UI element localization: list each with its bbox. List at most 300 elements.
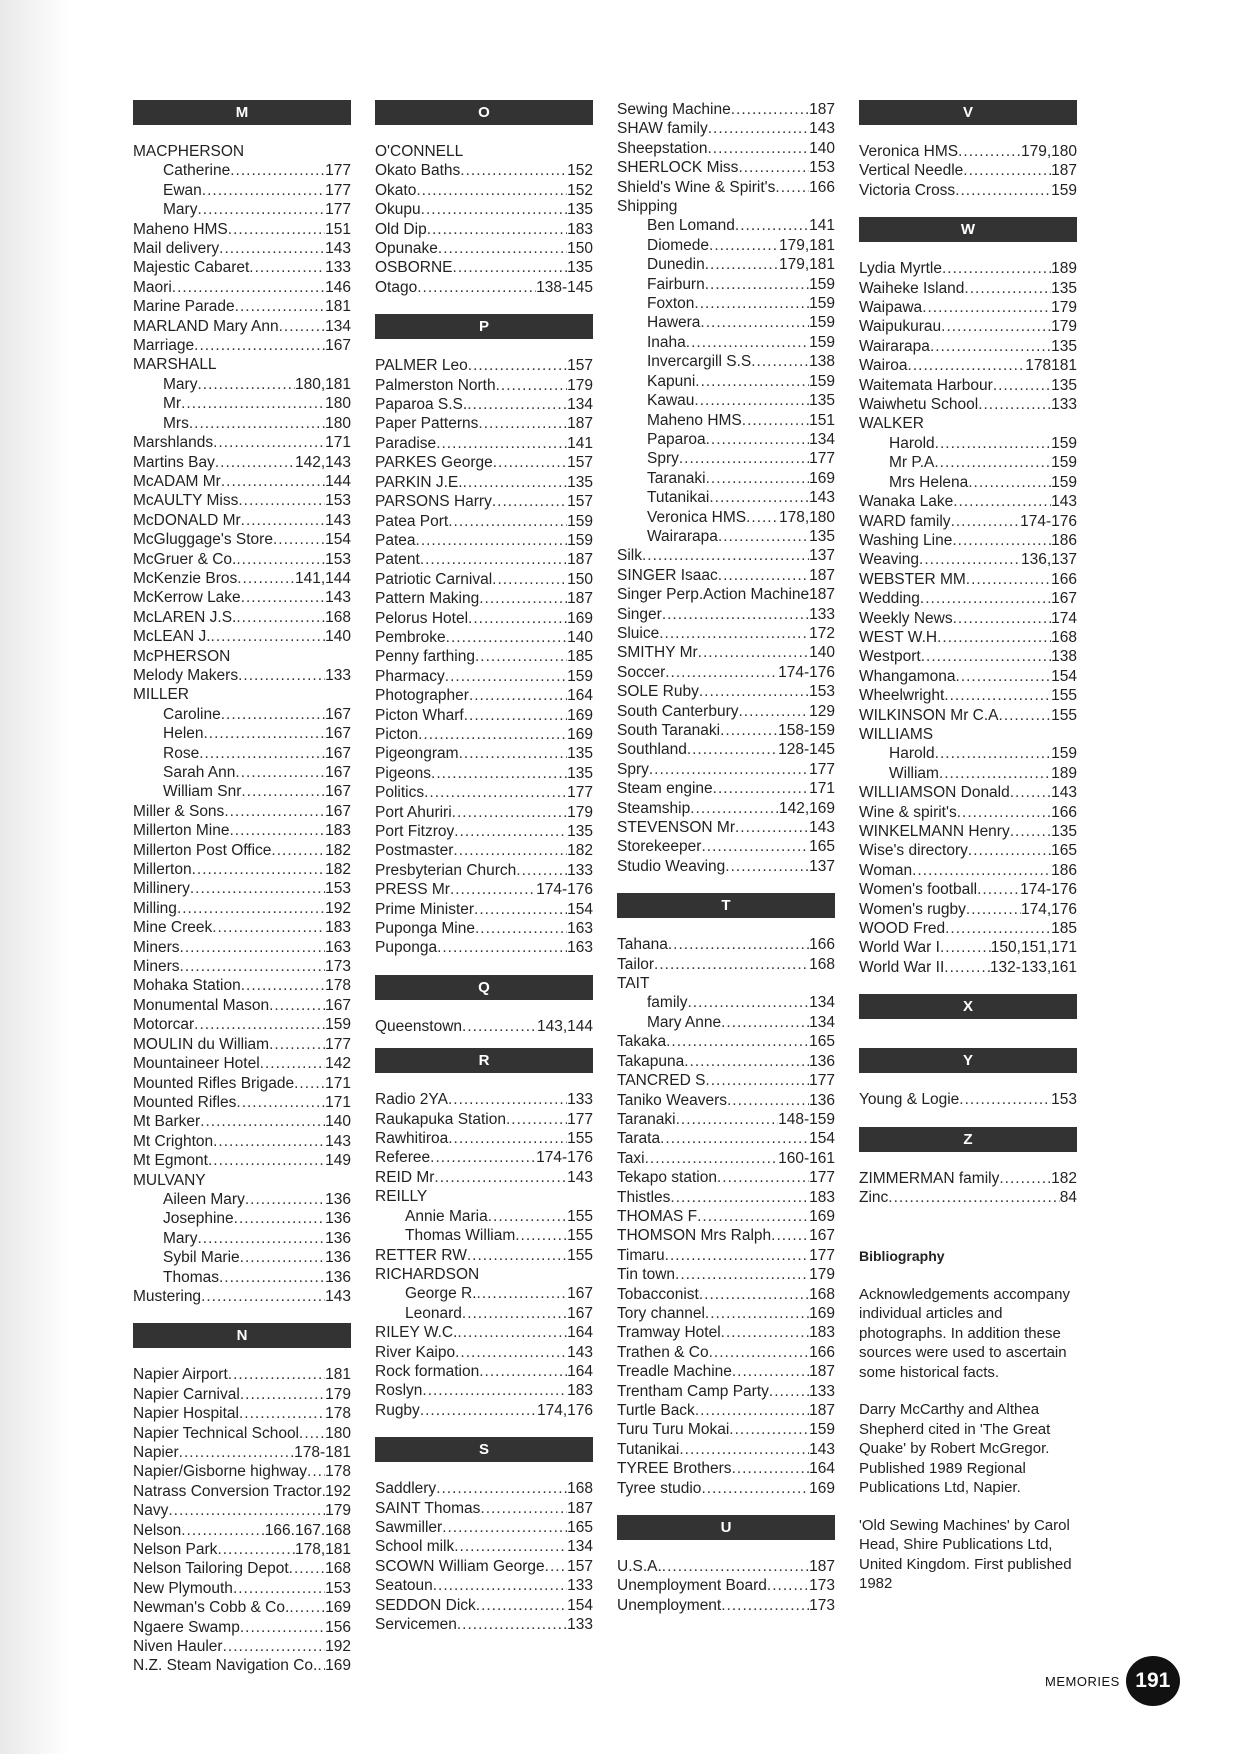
index-entry <box>859 725 1077 744</box>
index-entry <box>617 1013 835 1032</box>
index-entry-page: 153 <box>325 492 351 510</box>
index-entry <box>375 783 593 802</box>
index-entry-page: 187 <box>567 415 593 433</box>
index-entry-name: Silk <box>617 547 642 565</box>
index-entry-page: 141,144 <box>294 569 351 587</box>
section-header-o: O <box>375 100 593 125</box>
index-entry <box>375 667 593 686</box>
index-entry <box>133 161 351 180</box>
index-entry-page: 143 <box>809 819 835 837</box>
dot-leader <box>204 724 326 743</box>
dot-leader <box>479 589 567 608</box>
index-entry-name: OSBORNE <box>375 259 453 277</box>
index-entry-name: Spry <box>647 450 679 468</box>
index-entry <box>133 239 351 258</box>
index-entry <box>375 1226 593 1245</box>
index-entry <box>133 938 351 957</box>
index-entry-page: 136 <box>325 1229 351 1247</box>
index-entry-name: Tahana <box>617 936 668 954</box>
dot-leader <box>422 1381 567 1400</box>
index-entry-page: 183 <box>809 1324 835 1342</box>
section-header-z: Z <box>859 1127 1077 1152</box>
dot-leader <box>515 1226 567 1245</box>
index-entry <box>617 585 835 604</box>
dot-leader <box>701 837 809 856</box>
dot-leader <box>208 1151 325 1170</box>
index-entry-page: 159 <box>809 314 835 332</box>
dot-leader <box>953 609 1052 628</box>
dot-leader <box>317 1656 325 1675</box>
index-entry-page: 165 <box>809 838 835 856</box>
dot-leader <box>417 278 536 297</box>
dot-leader <box>418 725 567 744</box>
index-entry-page: 183 <box>567 1382 593 1400</box>
index-entry-name: Wanaka Lake <box>859 493 954 511</box>
index-entry-name: Sybil Marie <box>163 1249 240 1267</box>
index-entry <box>133 744 351 763</box>
index-entry-page: 177 <box>809 760 835 778</box>
dot-leader <box>920 589 1051 608</box>
index-entry <box>133 782 351 801</box>
index-entry-name: Helen <box>163 725 204 743</box>
section-header-q: Q <box>375 975 593 1000</box>
index-entry-name: TANCRED S <box>617 1072 706 1090</box>
index-entry-page: 154 <box>1051 667 1077 685</box>
dot-leader <box>718 527 809 546</box>
dot-leader <box>695 372 809 391</box>
index-entry-page: 143 <box>325 1132 351 1150</box>
dot-leader <box>245 1190 325 1209</box>
index-entry <box>375 142 593 161</box>
index-entry-name: Mine Creek <box>133 919 213 937</box>
index-entry <box>859 803 1077 822</box>
index-entry-name: Patea <box>375 531 416 549</box>
dot-leader <box>457 1615 567 1634</box>
index-entry <box>617 1596 835 1615</box>
index-entry-name: Weaving <box>859 551 920 569</box>
dot-leader <box>219 239 325 258</box>
dot-leader <box>705 1304 809 1323</box>
index-entry <box>133 1112 351 1131</box>
index-entry-page: 183 <box>809 1188 835 1206</box>
index-entry-page: 187 <box>809 101 835 118</box>
index-entry-name: Sarah Ann <box>163 764 236 781</box>
footer-label: MEMORIES <box>1045 1673 1120 1689</box>
index-entry-page: 192 <box>325 1482 351 1500</box>
index-entry-name: Paparoa <box>647 430 706 448</box>
index-entry <box>617 546 835 565</box>
dot-leader <box>299 1424 325 1443</box>
dot-leader <box>201 1287 325 1306</box>
index-entry-name: PALMER Leo <box>375 357 468 375</box>
index-entry <box>375 1265 593 1284</box>
index-entry-name: Mt Egmont <box>133 1152 208 1170</box>
index-entry-name: Unemployment <box>617 1596 722 1614</box>
index-entry <box>859 161 1077 180</box>
dot-leader <box>957 803 1051 822</box>
index-entry <box>133 666 351 685</box>
index-entry-page: 178,180 <box>778 508 835 526</box>
index-entry-name: Monumental Mason <box>133 996 270 1014</box>
dot-leader <box>665 1246 809 1265</box>
index-entry-page: 177 <box>567 784 593 802</box>
index-entry-page: 179 <box>325 1385 351 1403</box>
index-entry-page: 187 <box>809 1402 835 1419</box>
dot-leader <box>725 857 809 876</box>
dot-leader <box>234 1209 325 1228</box>
index-entry-page: 157 <box>567 357 593 375</box>
index-entry <box>133 918 351 937</box>
dot-leader <box>775 178 809 197</box>
index-entry <box>617 760 835 779</box>
index-entry-name: Tramway Hotel <box>617 1324 721 1342</box>
index-entry-page: 169 <box>325 1657 351 1675</box>
index-entry-name: Vertical Needle <box>859 162 964 180</box>
index-entry-name: MULVANY <box>133 1171 206 1189</box>
dot-leader <box>708 119 809 138</box>
dot-leader <box>545 1557 567 1576</box>
dot-leader <box>930 337 1051 356</box>
index-entry-name: Patent <box>375 551 420 569</box>
index-entry-name: Rock formation <box>375 1362 480 1380</box>
index-entry-page: 155 <box>1051 687 1077 705</box>
index-entry-name: Pelorus Hotel <box>375 609 469 627</box>
index-entry-name: Radio 2YA <box>375 1091 448 1109</box>
index-entry-name: Rose <box>163 744 200 762</box>
dot-leader <box>709 1343 810 1362</box>
dot-leader <box>180 938 326 957</box>
dot-leader <box>448 1090 567 1109</box>
index-entry-page: 143 <box>1051 784 1077 802</box>
bibliography-paragraph: Acknowledgements accompany individual articles and photographs. In addition these sources were used to ascertain some historical facts. <box>859 1285 1070 1381</box>
index-entry-name: Mt Crighton <box>133 1132 214 1150</box>
dot-leader <box>240 1248 325 1267</box>
dot-leader <box>1010 822 1051 841</box>
index-entry-page: 133 <box>567 1091 593 1109</box>
index-entry-page: 143 <box>1051 493 1077 511</box>
index-entry-name: Mounted Rifles <box>133 1093 237 1111</box>
index-entry-name: Mary <box>163 375 198 393</box>
index-entry <box>375 376 593 395</box>
index-entry-name: Washing Line <box>859 531 953 549</box>
index-entry <box>859 744 1077 763</box>
index-entry-page: 179 <box>567 803 593 821</box>
index-entry <box>375 706 593 725</box>
index-entry-page: 174 <box>1051 609 1077 627</box>
index-entry-name: McGluggage's Store <box>133 531 273 549</box>
index-entry <box>133 472 351 491</box>
index-entry-page: 143 <box>567 1168 593 1186</box>
index-entry-name: Puponga Mine <box>375 920 475 938</box>
index-entry-name: Waitemata Harbour <box>859 376 993 394</box>
index-entry-page: 140 <box>325 1113 351 1131</box>
index-entry <box>133 1462 351 1481</box>
index-entry-name: Steamship <box>617 799 691 817</box>
dot-leader <box>433 1576 567 1595</box>
index-entry <box>859 279 1077 298</box>
index-entry-page: 177 <box>809 1246 835 1264</box>
index-entry <box>617 333 835 352</box>
index-entry-name: Niven Hauler <box>133 1638 223 1656</box>
index-entry <box>375 1323 593 1342</box>
index-entry-name: Dunedin <box>647 256 705 274</box>
index-entry <box>859 667 1077 686</box>
index-entry <box>617 275 835 294</box>
index-entry-page: 174,176 <box>536 1401 593 1419</box>
index-entry-page: 133 <box>567 861 593 879</box>
index-entry <box>133 200 351 219</box>
dot-leader <box>235 763 325 782</box>
dot-leader <box>968 473 1051 492</box>
index-entry-page: 140 <box>809 139 835 157</box>
index-entry-name: Pharmacy <box>375 667 445 685</box>
index-entry <box>617 566 835 585</box>
dot-leader <box>496 376 568 395</box>
dot-leader <box>212 918 325 937</box>
index-entry-page: 187 <box>567 1499 593 1517</box>
index-entry-name: Thomas William <box>405 1227 516 1245</box>
index-entry-page: 178,181 <box>294 1541 351 1559</box>
index-entry-page: 174-176 <box>1020 512 1077 530</box>
index-entry <box>859 395 1077 414</box>
index-entry-name: Sawmiller <box>375 1518 443 1536</box>
index-entry <box>375 570 593 589</box>
index-entry <box>617 100 835 119</box>
index-entry <box>375 531 593 550</box>
index-entry-name: MARSHALL <box>133 356 217 374</box>
index-entry-page: 146 <box>325 278 351 296</box>
index-entry-name: Rugby <box>375 1401 420 1419</box>
index-entry-name: McKerrow Lake <box>133 589 241 607</box>
index-entry-page: 159 <box>1051 434 1077 452</box>
index-entry-page: 135 <box>809 392 835 410</box>
index-entry-page: 134 <box>567 396 593 414</box>
index-entry <box>617 197 835 216</box>
index-entry-name: Sheepstation <box>617 139 708 157</box>
index-entry-name: Turtle Back <box>617 1402 695 1419</box>
index-entry-page: 179 <box>1051 318 1077 336</box>
index-entry-page: 143 <box>809 1440 835 1458</box>
dot-leader <box>492 492 567 511</box>
index-entry-name: SAINT Thomas <box>375 1499 481 1517</box>
index-entry-page: 168 <box>567 1480 593 1498</box>
index-entry-page: 167 <box>809 1227 835 1245</box>
index-entry-page: 182 <box>1051 1169 1077 1187</box>
index-entry <box>375 1537 593 1556</box>
dot-leader <box>180 957 326 976</box>
dot-leader <box>727 1091 809 1110</box>
index-entry-page: 180 <box>325 1424 351 1442</box>
index-entry-page: 132-133,161 <box>989 958 1077 976</box>
dot-leader <box>467 395 567 414</box>
index-entry-name: Soccer <box>617 663 666 681</box>
dot-leader <box>686 333 809 352</box>
dot-leader <box>475 647 567 666</box>
index-entry-name: THOMSON Mrs Ralph <box>617 1227 772 1245</box>
dot-leader <box>956 667 1052 686</box>
index-entry-page: 134 <box>809 994 835 1012</box>
index-entry <box>617 352 835 371</box>
index-entry <box>859 473 1077 492</box>
index-entry <box>859 259 1077 278</box>
section-header-m: M <box>133 100 351 125</box>
dot-leader <box>939 764 1051 783</box>
index-entry-name: Harold <box>889 745 935 763</box>
index-entry-page: 167 <box>567 1304 593 1322</box>
index-entry <box>133 142 351 161</box>
dot-leader <box>228 1365 325 1384</box>
index-entry-page: 159 <box>567 512 593 530</box>
index-entry <box>133 1229 351 1248</box>
index-entry-name: Westport <box>859 648 921 666</box>
index-entry <box>133 1618 351 1637</box>
index-entry <box>617 1032 835 1051</box>
dot-leader <box>492 570 567 589</box>
index-entry-name: Aileen Mary <box>163 1190 245 1208</box>
section-header-x: X <box>859 994 1077 1019</box>
index-entry <box>617 1576 835 1595</box>
index-entry-name: Caroline <box>163 705 221 723</box>
dot-leader <box>731 100 809 119</box>
index-entry <box>617 1362 835 1381</box>
dot-leader <box>676 1110 779 1129</box>
index-entry-name: Tyree studio <box>617 1479 702 1497</box>
index-entry-page: 179 <box>809 1266 835 1284</box>
index-entry-name: Waipawa <box>859 299 923 317</box>
index-entry <box>859 317 1077 336</box>
index-entry-page: 177 <box>809 450 835 468</box>
index-entry <box>859 492 1077 511</box>
index-entry-name: Women's rugby <box>859 900 966 918</box>
dot-leader <box>434 1168 567 1187</box>
dot-leader <box>229 821 325 840</box>
bibliography-paragraph: Darry McCarthy and Althea Shepherd cited in 'The Great Quake' by Robert McGregor. Published 1989 Regional Publications Ltd, Napier. <box>859 1401 1051 1497</box>
index-entry <box>617 508 835 527</box>
index-entry-page: 177 <box>567 1110 593 1128</box>
index-entry <box>859 376 1077 395</box>
index-entry <box>375 1499 593 1518</box>
dot-leader <box>239 1404 325 1423</box>
index-entry-name: Pembroke <box>375 628 446 646</box>
index-entry-page: 164 <box>809 1460 835 1478</box>
index-entry-page: 159 <box>809 1421 835 1439</box>
index-entry <box>617 1420 835 1439</box>
index-entry <box>375 1207 593 1226</box>
dot-leader <box>699 1285 809 1304</box>
index-entry <box>859 686 1077 705</box>
index-entry-page: 169 <box>567 725 593 743</box>
dot-leader <box>271 841 325 860</box>
index-entry-name: Ben Lomand <box>647 217 735 235</box>
index-entry <box>375 938 593 957</box>
index-entry-name: Millerton Post Office <box>133 841 272 859</box>
dot-leader <box>437 938 567 957</box>
dot-leader <box>679 449 809 468</box>
index-entry <box>133 375 351 394</box>
index-entry <box>859 531 1077 550</box>
index-entry-name: Sluice <box>617 624 660 642</box>
dot-leader <box>721 1596 809 1615</box>
index-entry-page: 155 <box>567 1130 593 1148</box>
dot-leader <box>307 1462 325 1481</box>
index-entry-page: 151 <box>809 411 835 429</box>
index-entry-page: 137 <box>809 547 835 565</box>
index-entry-name: MILLER <box>133 686 189 704</box>
dot-leader <box>436 1479 567 1498</box>
dot-leader <box>241 976 325 995</box>
index-entry-page: 154 <box>567 1596 593 1614</box>
index-entry-name: Thomas <box>163 1268 219 1286</box>
dot-leader <box>249 258 325 277</box>
index-entry <box>133 1268 351 1287</box>
index-entry-name: SCOWN William George <box>375 1557 545 1575</box>
index-entry <box>617 178 835 197</box>
index-entry-page: 165 <box>567 1518 593 1536</box>
bibliography-title: Bibliography <box>859 1248 945 1265</box>
index-entry-page: 143 <box>325 511 351 529</box>
index-entry-name: Postmaster <box>375 842 454 860</box>
dot-leader <box>233 1579 325 1598</box>
index-entry-name: WILLIAMS <box>859 725 934 743</box>
index-entry-page: 187 <box>567 590 593 608</box>
index-entry-name: PARSONS Harry <box>375 493 492 511</box>
index-entry-name: Milling <box>133 899 177 917</box>
index-entry-page: 155 <box>567 1207 593 1225</box>
dot-leader <box>993 376 1051 395</box>
index-entry-name: William Snr <box>163 783 242 801</box>
index-entry-page: 186 <box>1051 861 1077 879</box>
dot-leader <box>177 899 325 918</box>
index-entry-name: Tory channel <box>617 1304 705 1322</box>
index-entry-name: Tin town <box>617 1266 676 1284</box>
dot-leader <box>701 1479 809 1498</box>
index-entry-page: 134 <box>325 317 351 335</box>
index-entry-page: 171 <box>325 1093 351 1111</box>
index-entry-name: Seatoun <box>375 1577 433 1595</box>
dot-leader <box>919 550 1021 569</box>
index-entry <box>859 512 1077 531</box>
index-entry-name: Takapuna <box>617 1052 685 1070</box>
index-entry <box>375 841 593 860</box>
index-entry-page: 143,144 <box>536 1017 593 1035</box>
index-entry-page: 177 <box>809 1072 835 1090</box>
index-entry-name: McLAREN J.S. <box>133 608 237 626</box>
index-entry-page: 180,181 <box>294 375 351 393</box>
index-entry-page: 141 <box>567 434 593 452</box>
index-entry-name: Mr <box>163 395 182 413</box>
section-header-p: P <box>375 314 593 339</box>
index-entry-page: 179 <box>1051 299 1077 317</box>
index-entry-page: 174-176 <box>536 1149 593 1167</box>
index-entry-name: REID Mr <box>375 1168 435 1186</box>
dot-leader <box>416 181 567 200</box>
index-entry <box>617 1226 835 1245</box>
index-entry-name: World War II <box>859 958 945 976</box>
index-entry-name: Hawera <box>647 314 701 332</box>
dot-leader <box>769 1382 809 1401</box>
index-entry-page: 181 <box>325 1366 351 1384</box>
dot-leader <box>217 1540 295 1559</box>
index-entry-name: McGruer & Co. <box>133 550 237 568</box>
index-entry <box>617 1129 835 1148</box>
index-entry-name: Tekapo station <box>617 1169 717 1187</box>
index-entry <box>617 799 835 818</box>
dot-leader <box>197 375 295 394</box>
dot-leader <box>190 879 325 898</box>
index-entry <box>375 919 593 938</box>
dot-leader <box>937 628 1051 647</box>
index-entry-name: Mrs <box>163 414 189 432</box>
